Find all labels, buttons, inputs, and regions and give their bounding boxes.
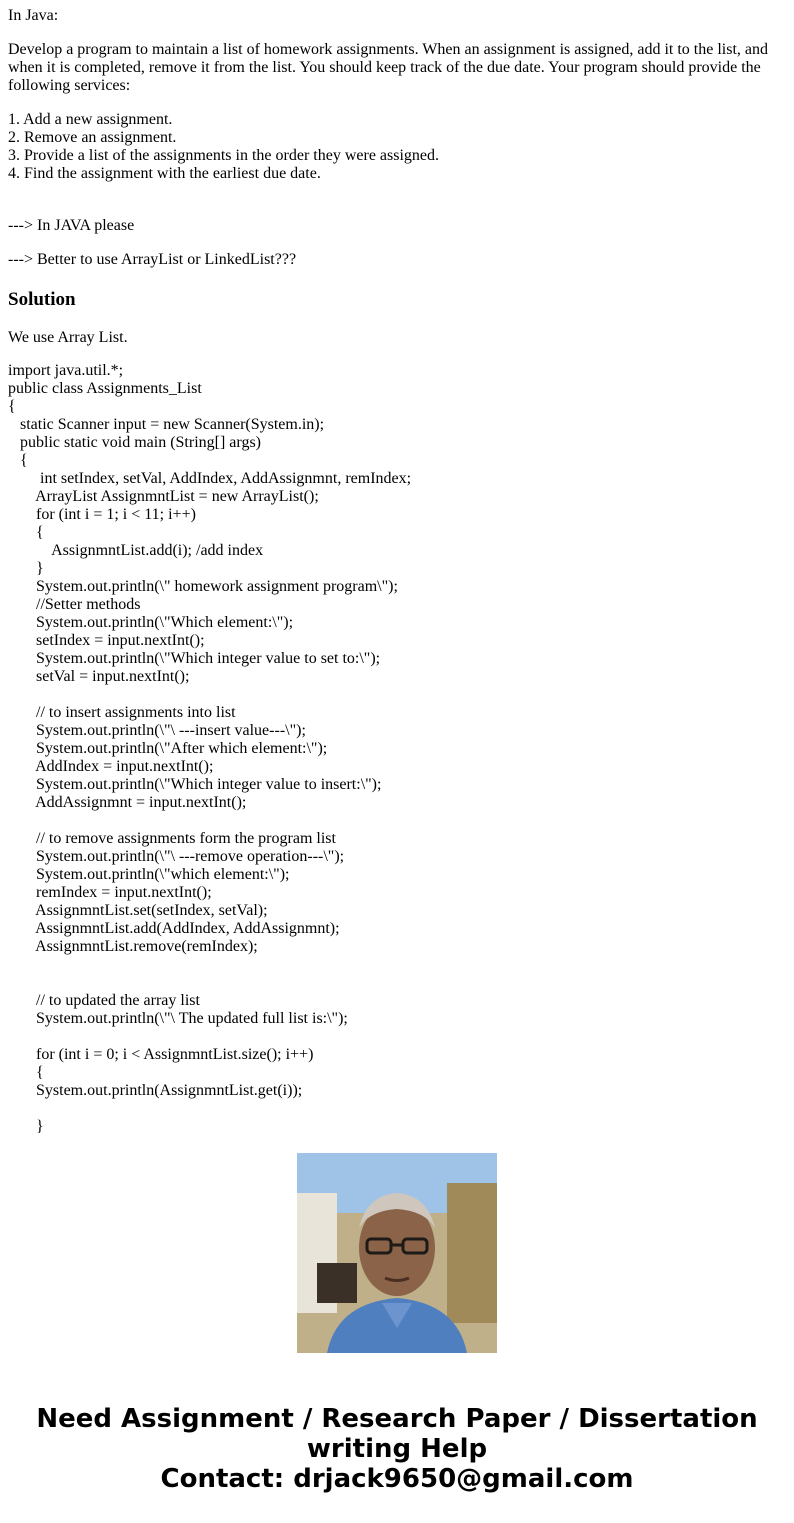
list-type-question: ---> Better to use ArrayList or LinkedList??? <box>8 251 297 268</box>
services-list <box>8 111 786 183</box>
code-line <box>8 812 786 830</box>
code-line: AddIndex = input.nextInt(); <box>8 758 214 775</box>
solution-code-block <box>8 362 786 1135</box>
service-item: 4. Find the assignment with the earliest due date. <box>8 165 321 182</box>
code-line <box>8 956 786 974</box>
code-line: // to updated the array list <box>8 992 200 1009</box>
code-line: int setIndex, setVal, AddIndex, AddAssignmnt, remIndex; <box>8 470 412 487</box>
code-line: ArrayList AssignmntList = new ArrayList(); <box>8 488 319 505</box>
code-line: { <box>8 452 28 469</box>
code-line: for (int i = 1; i < 11; i++) <box>8 506 196 523</box>
java-note: ---> In JAVA please <box>8 217 135 234</box>
code-line <box>8 686 786 704</box>
code-line: System.out.println(\"Which element:\"); <box>8 614 294 631</box>
code-line: public static void main (String[] args) <box>8 434 261 451</box>
code-line: setVal = input.nextInt(); <box>8 668 190 685</box>
code-line: } <box>8 560 44 577</box>
code-line: System.out.println(\"\ ---remove operation---\"); <box>8 848 345 865</box>
solution-intro: We use Array List. <box>8 329 128 346</box>
code-line: System.out.println(\"After which element:\"); <box>8 740 328 757</box>
code-line: static Scanner input = new Scanner(System.in); <box>8 416 325 433</box>
code-line: } <box>8 1118 44 1135</box>
author-avatar <box>297 1153 497 1353</box>
code-line: for (int i = 0; i < AssignmntList.size(); i++) <box>8 1046 314 1063</box>
code-line: // to insert assignments into list <box>8 704 236 721</box>
code-line: System.out.println(AssignmntList.get(i)); <box>8 1082 303 1099</box>
code-line <box>8 1100 786 1118</box>
author-portrait-image <box>297 1153 497 1353</box>
footer-subline: writing Help <box>306 1434 488 1464</box>
service-item: 1. Add a new assignment. <box>8 111 173 128</box>
code-line: AssignmntList.remove(remIndex); <box>8 938 258 955</box>
code-line: System.out.println(\" homework assignment program\"); <box>8 578 398 595</box>
service-item: 2. Remove an assignment. <box>8 129 177 146</box>
footer-headline: Need Assignment / Research Paper / Dissertation <box>36 1404 758 1434</box>
code-line: System.out.println(\"Which integer value to insert:\"); <box>8 776 382 793</box>
code-line: { <box>8 524 44 541</box>
code-line: System.out.println(\"\ The updated full list is:\"); <box>8 1010 348 1027</box>
service-item: 3. Provide a list of the assignments in the order they were assigned. <box>8 147 440 164</box>
code-line: System.out.println(\"Which integer value to set to:\"); <box>8 650 381 667</box>
code-line: setIndex = input.nextInt(); <box>8 632 205 649</box>
code-line: AssignmntList.add(i); /add index <box>8 542 264 559</box>
problem-description: Develop a program to maintain a list of homework assignments. When an assignment is assigned, add it to the list, and when it is completed, remove it from the list. You should keep track of the due date. Your program should provide the following services: <box>8 41 769 94</box>
code-line: { <box>8 1064 44 1081</box>
code-line: AssignmntList.add(AddIndex, AddAssignmnt); <box>8 920 340 937</box>
code-line: System.out.println(\"\ ---insert value---\"); <box>8 722 306 739</box>
question-section <box>8 7 786 347</box>
code-line: public class Assignments_List <box>8 380 202 397</box>
code-line: AddAssignmnt = input.nextInt(); <box>8 794 247 811</box>
code-line: // to remove assignments form the program list <box>8 830 336 847</box>
footer-contact: Contact: drjack9650@gmail.com <box>160 1464 634 1494</box>
code-line: { <box>8 398 16 415</box>
solution-heading: Solution <box>8 289 76 310</box>
promo-footer <box>0 1404 794 1494</box>
code-line <box>8 1028 786 1046</box>
code-line <box>8 974 786 992</box>
language-line: In Java: <box>8 7 59 24</box>
code-line: //Setter methods <box>8 596 141 613</box>
code-line: System.out.println(\"which element:\"); <box>8 866 290 883</box>
code-line: import java.util.*; <box>8 362 124 379</box>
code-line: remIndex = input.nextInt(); <box>8 884 212 901</box>
code-line: AssignmntList.set(setIndex, setVal); <box>8 902 268 919</box>
